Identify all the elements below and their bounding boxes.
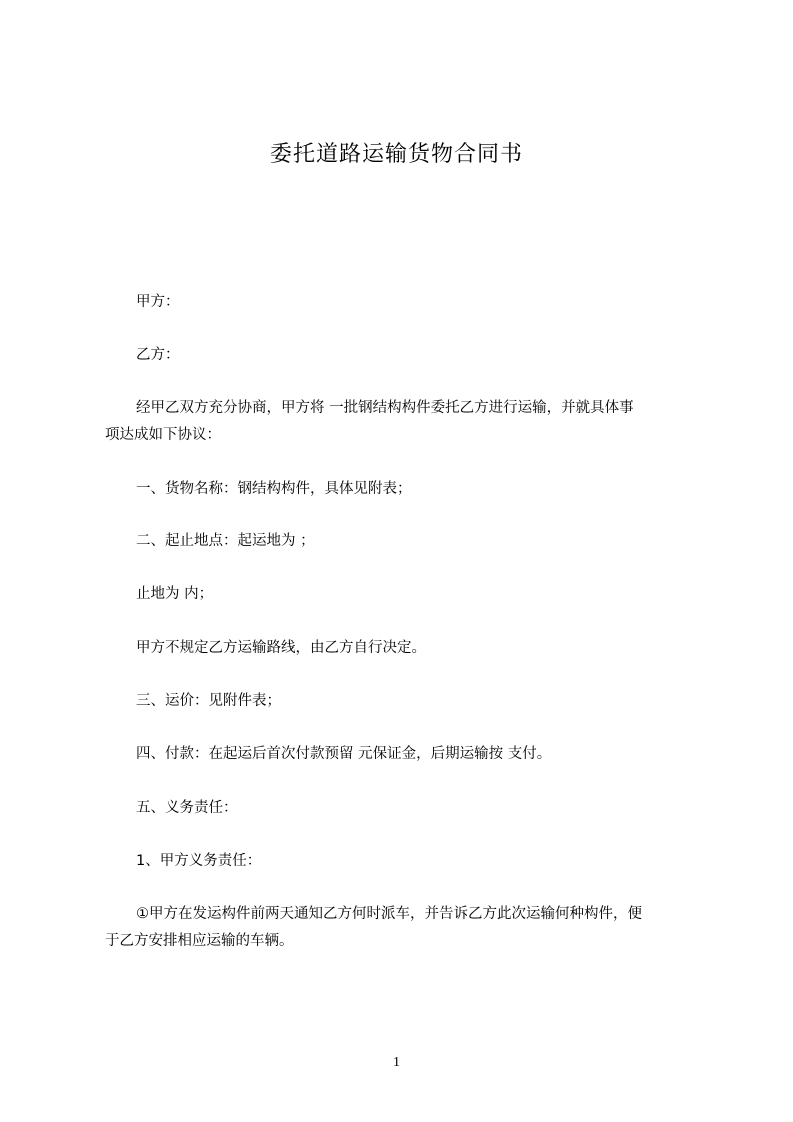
clause-obligations: 五、义务责任： (136, 800, 238, 816)
obligation-item-1-line-1: ①甲方在发运构件前两天通知乙方何时派车，并告诉乙方此次运输何种构件，便 (136, 906, 642, 922)
obligation-item-1-line-2: 于乙方安排相应运输的车辆。 (105, 933, 294, 949)
clause-origin: 二、起止地点：起运地为 ； (136, 533, 315, 549)
document-title: 委托道路运输货物合同书 (269, 142, 523, 167)
party-b-label: 乙方： (136, 347, 180, 363)
clause-route: 甲方不规定乙方运输路线，由乙方自行决定。 (136, 640, 426, 656)
clause-goods-name: 一、货物名称：钢结构构件，具体见附表； (136, 481, 412, 497)
intro-line-2: 项达成如下协议： (105, 427, 221, 443)
clause-party-a-obligations: 1、甲方义务责任： (136, 853, 262, 869)
party-a-label: 甲方： (136, 294, 180, 310)
page-number: 1 (393, 1055, 400, 1070)
clause-destination: 止地为 内； (136, 586, 214, 602)
clause-payment: 四、付款：在起运后首次付款预留 元保证金，后期运输按 支付。 (136, 746, 552, 762)
intro-line-1: 经甲乙双方充分协商，甲方将 一批钢结构构件委托乙方进行运输，并就具体事 (136, 400, 634, 416)
clause-freight-rate: 三、运价：见附件表； (136, 693, 281, 709)
